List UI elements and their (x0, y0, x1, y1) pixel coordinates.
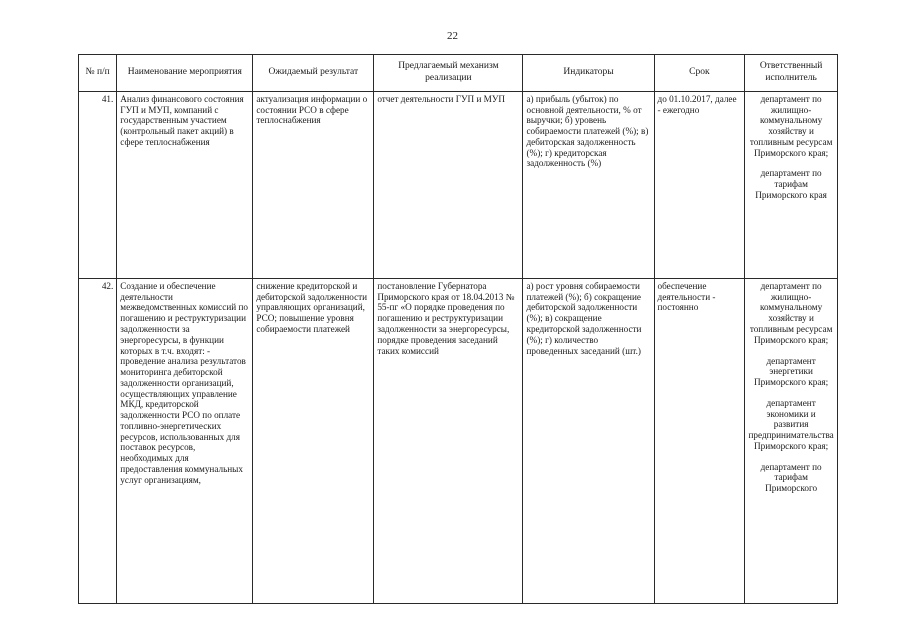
row-number: 41. (79, 91, 117, 278)
header-num: № п/п (79, 55, 117, 92)
mechanism: постановление Губернатора Приморского края от 18.04.2013 № 55-пг «О порядке проведения по погашению и реструктуризации задолженности за энергоресурсы, порядке проведения заседаний таких комиссий (374, 278, 523, 603)
responsible-entry: департамент экономики и развития предпринимательства Приморского края; (748, 397, 834, 451)
term: обеспечение деятельности - постоянно (654, 278, 745, 603)
mechanism: отчет деятельности ГУП и МУП (374, 91, 523, 278)
table-row (79, 91, 838, 278)
header-mechanism: Предлагаемый механизм реализации (374, 55, 523, 92)
responsible-entry: департамент энергетики Приморского края; (754, 355, 829, 388)
header-name: Наименование мероприятия (117, 55, 253, 92)
responsible-entry: департамент по жилищно-коммунальному хозяйству и топливным ресурсам Приморского края; (749, 280, 833, 345)
page-number: 22 (447, 30, 458, 42)
header-indicators: Индикаторы (523, 55, 654, 92)
responsible-entry: департамент по тарифам Приморского (760, 461, 822, 494)
header-responsible: Ответственный исполнитель (745, 55, 838, 92)
indicators: а) рост уровня собираемости платежей (%); б) сокращение дебиторской задолженности (%); в) сокращение кредиторской задолженности (%); г) количество проведенных заседаний (шт.) (523, 278, 654, 603)
responsible-entry: департамент по жилищно-коммунальному хозяйству и топливным ресурсам Приморского края; (749, 93, 833, 158)
responsible-cell (745, 91, 838, 278)
header-term: Срок (654, 55, 745, 92)
row-number: 42. (79, 278, 117, 603)
indicators: а) прибыль (убыток) по основной деятельности, % от выручки; б) уровень собираемости платежей (%); в) дебиторская задолженность (%); г) кредиторская задолженность (%) (523, 91, 654, 278)
term: до 01.10.2017, далее - ежегодно (654, 91, 745, 278)
measures-table (78, 54, 838, 604)
header-result: Ожидаемый результат (253, 55, 374, 92)
responsible-entry: департамент по тарифам Приморского края (755, 168, 827, 200)
measure-name: Анализ финансового состояния ГУП и МУП, компаний с государственным участием (контрольный пакет акций) в сфере теплоснабжения (117, 91, 253, 278)
expected-result: актуализация информации о состоянии РСО в сфере теплоснабжения (253, 91, 374, 278)
header-row (79, 55, 838, 92)
table-row (79, 278, 838, 603)
responsible-cell (745, 278, 838, 603)
expected-result: снижение кредиторской и дебиторской задолженности управляющих организаций, РСО; повышение уровня собираемости платежей (253, 278, 374, 603)
measure-name: Создание и обеспечение деятельности межведомственных комиссий по погашению и реструктуризации задолженности за энергоресурсы, в функции которых в т.ч. входят: - проведение анализа результатов мониторинга дебиторской задолженности организаций, осуществляющих управление МКД, кредиторской задолженности РСО по оплате топливно-энергетических ресурсов, использованных для поставок ресурсов, необходимых для предоставления коммунальных услуг организациям, (117, 278, 253, 603)
